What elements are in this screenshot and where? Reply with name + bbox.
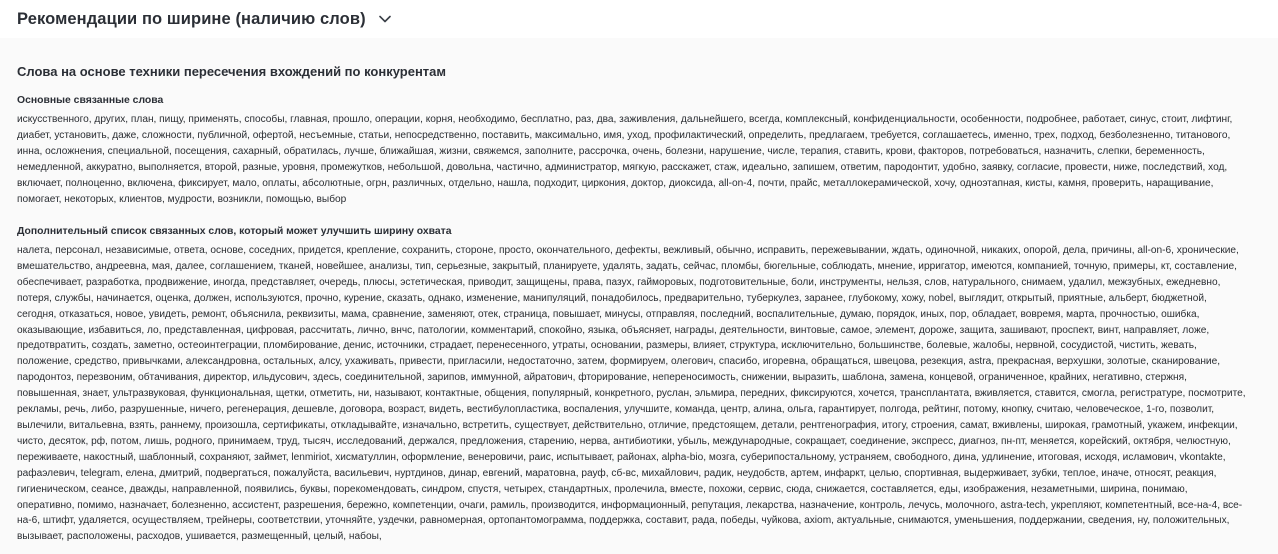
- chevron-down-icon[interactable]: [376, 10, 394, 28]
- additional-words-title: Дополнительный список связанных слов, который может улучшить ширину охвата: [17, 226, 452, 237]
- primary-words-block: [17, 95, 1247, 207]
- additional-words-list: налета, персонал, независимые, ответа, основе, соседних, придется, крепление, сохранить, стороне, просто, окончательного, дефекты, вежливый, обычно, исправить, пережевывании, ждать, одиночной, никаких, опорой, дела, причины, all-on-6, хронические, вмешательство, андреевна, мая, далее, соглашением, тканей, новейшее, анализы, тип, серьезные, закрытый, планируете, удалять, задать, сейчас, пломбы, бюгельные, соблюдать, мнение, ирригатор, имеются, компанией, точную, примеры, кт, составление, обеспечивает, разработка, продвижение, иногда, представляет, очередь, плюсы, эстетическая, приводит, защищены, права, пазух, гайморовых, подготовительные, боли, инструменты, нельзя, слов, натурального, снимаем, удалил, межзубных, ежедневно, потеря, службы, начинается, оценка, должен, используются, прочно, курение, сказать, однако, изменение, манипуляций, понадобилось, предварительно, туберкулез, заранее, глубокому, хожу, nobel, выглядит, открытый, приятные, альберт, бюджетной, сегодня, отказаться, новое, увидеть, ремонт, объяснила, реквизиты, мама, сравнение, заменяют, отек, страница, повышает, минусы, отправляя, последний, воспалительные, думаю, порядок, иных, пор, обладает, вовремя, марта, прочностью, ошибка, оказывающие, избавиться, ло, представленная, цифровая, рассчитать, лично, внчс, патологии, комментарий, спокойно, языка, объясняет, награды, деятельности, винтовые, самое, элемент, дороже, защита, зашивают, проспект, винт, направляет, ложе, предотвратить, создать, заметно, остеоинтеграции, пломбирование, денис, источники, страдает, перенесенного, утраты, основании, размеры, влияет, структура, исключительно, большинстве, болевые, жалобы, нервной, сосудистой, чистить, жевать, положение, средство, привычками, александровна, остальных, алсу, ухаживать, привести, пригласили, недостаточно, затем, формируем, олегович, спасибо, игоревна, обращаться, швецова, резекция, astra, прекрасная, верхушки, золотые, сканирование, пародонтоз, перезвоним, обтачивания, директор, ильдусович, здесь, соединительной, зарипов, иммунной, айратович, фторирование, непереносимость, снижении, выразить, шаблона, замена, концевой, ограниченное, крайних, негативно, стержня, повышенная, знает, ультразвуковая, функциональная, щетки, отметить, ни, называют, контактные, общения, популярный, конкретного, руслан, эльмира, передних, фиксируются, хочется, трансплантата, вживляется, ставится, смогла, регистратуре, посмотрите, рекламы, речь, либо, разрушенные, ничего, регенерация, дешевле, договора, возраст, видеть, вестибулопластика, воспаления, улучшите, команда, центр, алина, ольга, гарантирует, полгода, рейтинг, потому, кнопку, считаю, человеческое, 1-го, позволит, вылечили, витальевна, взять, раннему, произошла, сертификаты, откладывайте, изначально, встретить, существует, действительно, отличие, предстоящем, детали, рентгенография, итогу, строения, самат, вживлены, широкая, грамотный, укажем, инфекции, чисто, десяток, рф, потом, лишь, родного, принимаем, труд, тысяч, исследований, держался, предложения, старению, нерва, антибиотики, убыль, международные, сокращает, соединение, экспресс, диагноз, пн-пт, меняется, корейский, октября, челюстную, переживаете, накостный, шаблонный, сохраняют, займет, lenmiriot, хисматуллин, оформление, венеровичи, раис, испытывает, районах, alpha-bio, мозга, суберипостальному, устраняем, свободного, дина, удлинение, итоговая, исходя, исламович, vkontakte, рафаэлевич, telegram, елена, дмитрий, подвергаться, пожалуйста, васильевич, нуртдинов, динар, евгений, маратовна, рауф, сб-вс, михайлович, радик, неудобств, артем, инфаркт, целью, спортивная, выдерживает, зубки, теплое, иначе, относят, реакция, гигиеническом, сеансе, дважды, направленной, появились, буквы, порекомендовать, синдром, спустя, четырех, стандартных, пролечила, вместе, похожи, сервис, сюда, снижается, составляется, еды, изображения, незаметными, ширина, понимаю, оперативно, помимо, назначает, болезненно, ассистент, разрешения, бережно, компетенции, очаги, рамиль, производится, информационный, репутация, лекарства, назначение, контроль, лечусь, молочного, astra-tech, укрепляют, компетентный, все-на-4, все-на-6, штифт, удаляется, осуществляем, трейнеры, соответствии, уточняйте, уздечки, равномерная, ортопантомограмма, поддержка, составит, рада, победы, чуйкова, axiom, актуальные, снимаются, уменьшения, поддержании, сведения, ну, положительных, вызывает, расположены, расходов, ушивается, размещенный, целый, набоы,: [17, 245, 1246, 543]
- section-title: Слова на основе техники пересечения вхождений по конкурентам: [17, 64, 447, 79]
- primary-words-title: Основные связанные слова: [17, 95, 164, 106]
- chevron-down-icon-svg: [379, 15, 391, 23]
- primary-words-list: искусственного, других, план, пищу, применять, способы, главная, прошло, операции, корня, необходимо, бесплатно, раз, два, заживления, дальнейшего, всегда, комплексный, конфиденциальности, особенности, подробнее, работает, синус, стоит, лифтинг, диабет, установить, даже, сложности, публичной, офертой, несъемные, статьи, непосредственно, поставить, максимально, имя, уход, профилактический, определить, предлагаем, требуется, соглашаетесь, именно, трех, подход, безболезненно, титанового, инна, осложнения, специальной, посещения, сахарный, обратилась, лучше, ближайшая, жизни, свяжемся, заполните, рассрочка, очень, болезни, нарушение, числе, терапия, ставить, крови, факторов, потребоваться, назначить, слепки, беременность, немедленной, аккуратно, выполняется, второй, разные, уровня, промежутков, небольшой, довольна, частично, администратор, мягкую, расскажет, стаж, идеально, запишем, ответим, пародонтит, удобно, заявку, согласие, провести, ниже, последствий, ход, включает, полноценно, включена, фиксирует, мало, оплаты, абсолютные, огрн, различных, отдельно, нашла, подходит, циркония, доктор, диоксида, all-on-4, почти, прайс, металлокерамической, хочу, одноэтапная, кисты, камня, проверить, наращивание, помогает, некоторых, клиентов, мудрости, возникли, помощью, выбор: [17, 114, 1233, 205]
- additional-words-block: [17, 226, 1247, 545]
- section-header-title: Рекомендации по ширине (наличию слов): [17, 9, 366, 28]
- section-header[interactable]: [17, 6, 394, 32]
- recommendations-panel: [0, 38, 1278, 554]
